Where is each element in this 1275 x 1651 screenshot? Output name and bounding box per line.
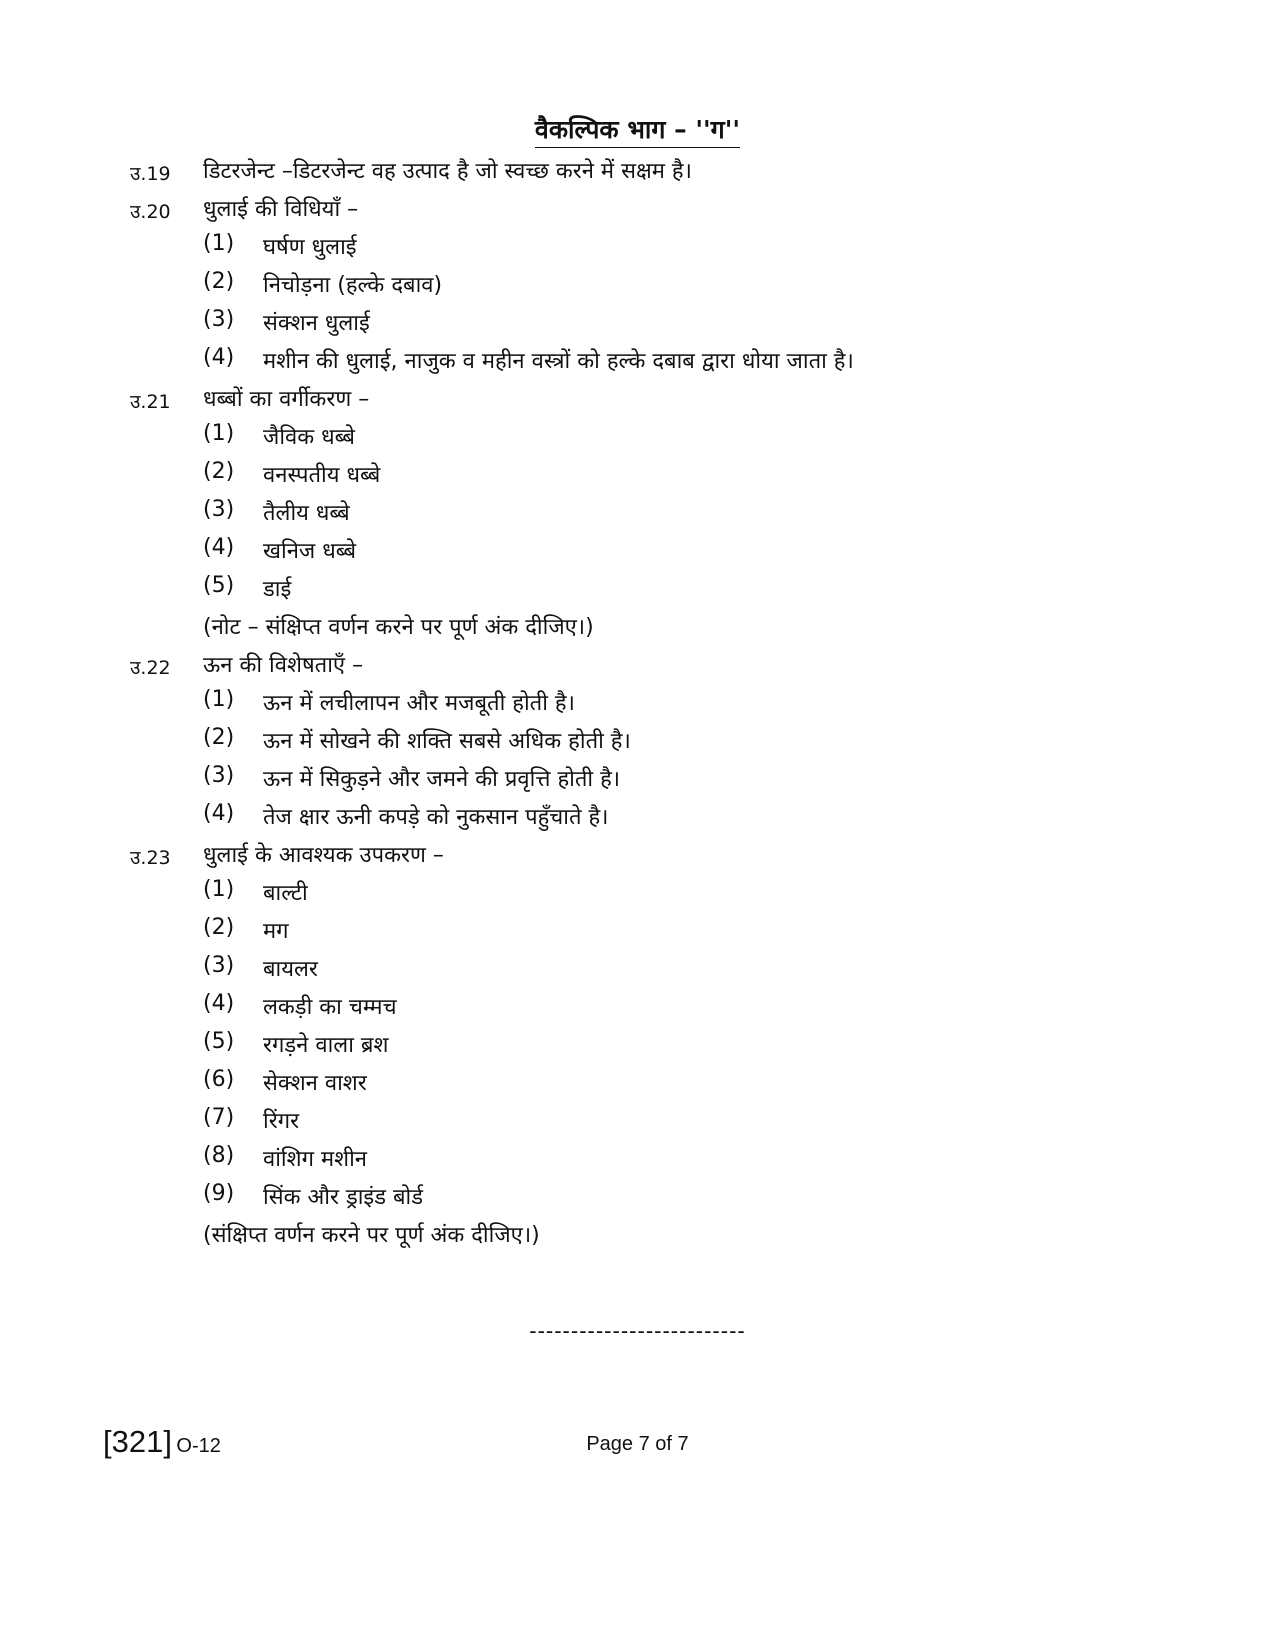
list-number: (1): [203, 421, 235, 446]
list-number: (2): [203, 269, 235, 294]
list-number: (6): [203, 1067, 235, 1092]
list-number: (2): [203, 459, 235, 484]
list-number: (2): [203, 725, 235, 750]
list-number: (8): [203, 1143, 235, 1168]
question-number: उ.20: [130, 201, 171, 223]
page-number: Page 7 of 7: [586, 1433, 689, 1455]
question-number: उ.21: [130, 391, 171, 413]
list-number: (5): [203, 573, 235, 598]
list-item: रगड़ने वाला ब्रश: [263, 1033, 389, 1058]
list-item: लकड़ी का चम्मच: [263, 995, 397, 1020]
list-item: रिंगर: [263, 1109, 300, 1134]
list-item: बायलर: [263, 957, 318, 982]
list-item: खनिज धब्बे: [263, 539, 357, 564]
list-number: (4): [203, 345, 235, 370]
list-number: (4): [203, 801, 235, 826]
list-item: तेज क्षार ऊनी कपड़े को नुकसान पहुँचाते है।: [263, 805, 609, 830]
list-item: जैविक धब्बे: [263, 425, 355, 450]
list-item: घर्षण धुलाई: [263, 235, 357, 260]
list-number: (4): [203, 991, 235, 1016]
end-of-paper-rule: --------------------------: [529, 1318, 746, 1343]
list-number: (4): [203, 535, 235, 560]
section-heading: वैकल्पिक भाग – ''ग'': [0, 112, 1275, 146]
list-number: (1): [203, 687, 235, 712]
answer-heading: धुलाई की विधियाँ –: [203, 197, 359, 222]
list-number: (7): [203, 1105, 235, 1130]
list-number: (3): [203, 953, 235, 978]
answer-heading: धब्बों का वर्गीकरण –: [203, 387, 370, 412]
answer-text: डिटरजेन्ट –डिटरजेन्ट वह उत्पाद है जो स्वच्छ करने में सक्षम है।: [203, 159, 692, 184]
list-item: ऊन में लचीलापन और मजबूती होती है।: [263, 691, 575, 716]
list-number: (9): [203, 1181, 235, 1206]
list-item: मग: [263, 919, 289, 944]
list-number: (1): [203, 877, 235, 902]
subject-code: [321]: [103, 1424, 172, 1459]
list-number: (3): [203, 497, 235, 522]
list-number: (3): [203, 763, 235, 788]
list-item: मशीन की धुलाई, नाजुक व महीन वस्त्रों को हल्के दबाब द्वारा धोया जाता है।: [263, 349, 854, 374]
list-item: सेक्शन वाशर: [263, 1071, 367, 1096]
list-item: बाल्टी: [263, 881, 308, 906]
list-number: (1): [203, 231, 235, 256]
marking-note: (संक्षिप्त वर्णन करने पर पूर्ण अंक दीजिए।): [203, 1223, 540, 1248]
list-number: (3): [203, 307, 235, 332]
marking-note: (नोट – संक्षिप्त वर्णन करने पर पूर्ण अंक दीजिए।): [203, 615, 594, 640]
list-number: (2): [203, 915, 235, 940]
list-item: निचोड़ना (हल्के दबाव): [263, 273, 443, 298]
list-item: वनस्पतीय धब्बे: [263, 463, 381, 488]
list-item: ऊन में सिकुड़ने और जमने की प्रवृत्ति होती है।: [263, 767, 621, 792]
list-item: वांशिग मशीन: [263, 1147, 367, 1172]
list-number: (5): [203, 1029, 235, 1054]
set-code: O-12: [176, 1435, 221, 1457]
question-number: उ.23: [130, 847, 171, 869]
answer-heading: धुलाई के आवश्यक उपकरण –: [203, 843, 444, 868]
list-item: संक्शन धुलाई: [263, 311, 370, 336]
list-item: ऊन में सोखने की शक्ति सबसे अधिक होती है।: [263, 729, 631, 754]
question-number: उ.19: [130, 163, 171, 185]
question-number: उ.22: [130, 657, 171, 679]
list-item: तैलीय धब्बे: [263, 501, 350, 526]
list-item: डाई: [263, 577, 292, 602]
answer-heading: ऊन की विशेषताएँ –: [203, 653, 364, 678]
list-item: सिंक और ड्राइंड बोर्ड: [263, 1185, 424, 1210]
